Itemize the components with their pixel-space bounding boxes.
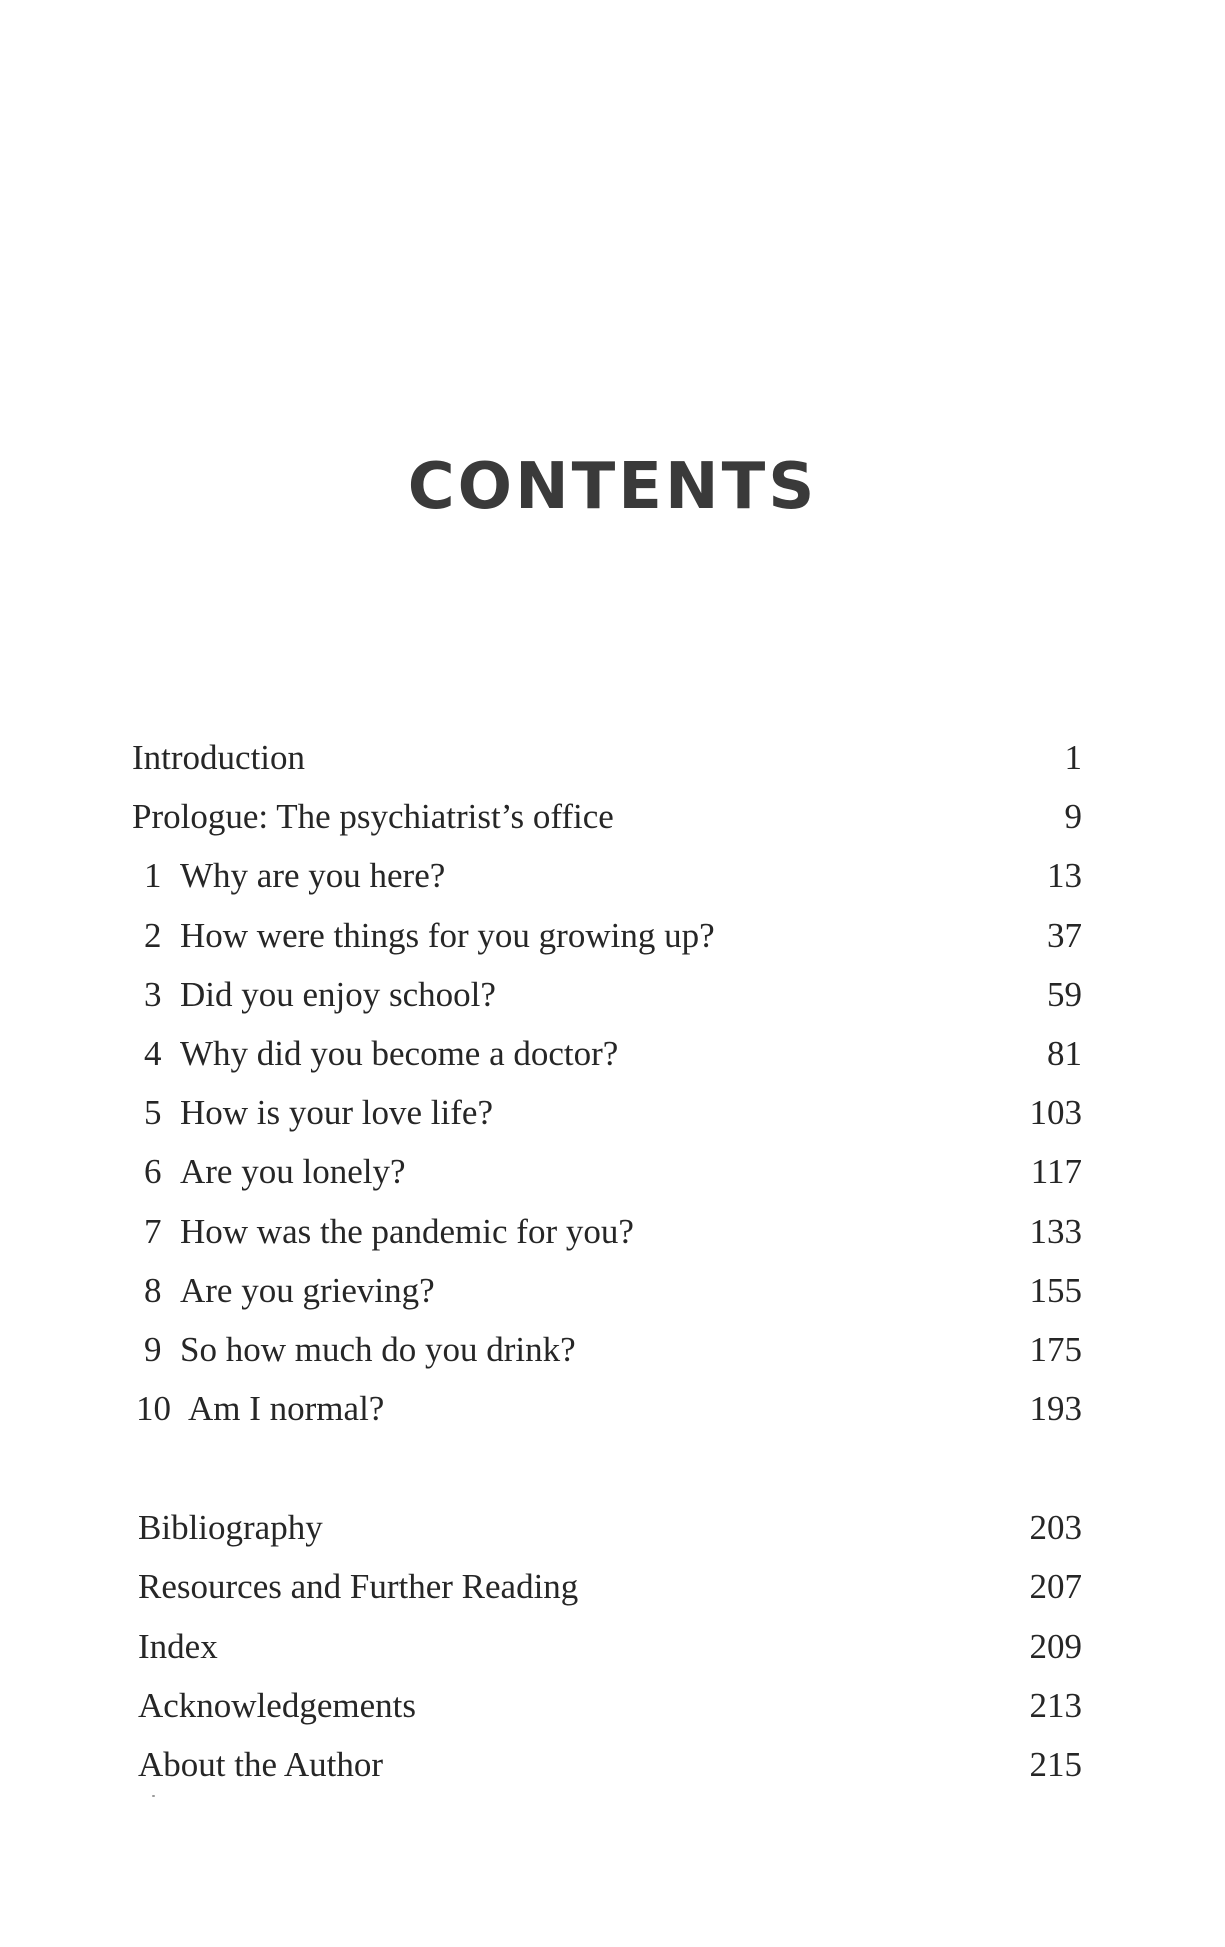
chapter-number: 4 bbox=[144, 1033, 162, 1073]
chapter-title: Why did you become a doctor? bbox=[180, 1033, 619, 1073]
chapter-page: 37 bbox=[1047, 915, 1082, 955]
toc-entry-label: Index bbox=[138, 1626, 218, 1666]
toc-entry-label: About the Author bbox=[138, 1745, 383, 1784]
toc-entry-label: Resources and Further Reading bbox=[138, 1567, 579, 1607]
toc-entry-bibliography bbox=[132, 1498, 1082, 1557]
chapter-number: 6 bbox=[144, 1152, 162, 1192]
toc-entry-label: Introduction bbox=[132, 738, 306, 777]
toc-entry-page: 213 bbox=[1029, 1685, 1082, 1725]
toc-chapter-5 bbox=[132, 1083, 1082, 1142]
chapter-page: 155 bbox=[1029, 1270, 1082, 1310]
chapter-number: 7 bbox=[144, 1211, 162, 1251]
toc-entry-acknowledgements bbox=[132, 1676, 1082, 1735]
toc-entry-page: 215 bbox=[1029, 1745, 1082, 1784]
chapter-number: 3 bbox=[144, 974, 162, 1014]
chapter-page: 175 bbox=[1029, 1329, 1082, 1369]
chapter-number: 10 bbox=[136, 1389, 171, 1429]
chapter-title: How were things for you growing up? bbox=[180, 915, 715, 955]
chapter-page: 103 bbox=[1029, 1093, 1082, 1133]
section-spacer bbox=[132, 1438, 1082, 1498]
chapter-title: So how much do you drink? bbox=[180, 1329, 576, 1369]
toc-chapter-10 bbox=[132, 1379, 1082, 1438]
toc-entry-label: Prologue: The psychiatrist’s office bbox=[132, 797, 614, 837]
toc-entry-index bbox=[132, 1617, 1082, 1676]
toc-entry-page: 203 bbox=[1029, 1508, 1082, 1548]
page-title: CONTENTS bbox=[407, 450, 818, 524]
toc-chapter-4 bbox=[132, 1024, 1082, 1083]
toc-entry-introduction bbox=[132, 728, 1082, 787]
chapter-page: 133 bbox=[1029, 1211, 1082, 1251]
toc-chapter-9 bbox=[132, 1320, 1082, 1379]
toc-chapter-8 bbox=[132, 1261, 1082, 1320]
toc-chapter-1 bbox=[132, 846, 1082, 905]
chapter-title: Am I normal? bbox=[188, 1389, 385, 1429]
chapter-number: 8 bbox=[144, 1270, 162, 1310]
toc-entry-prologue bbox=[132, 787, 1082, 846]
chapter-page: 81 bbox=[1047, 1033, 1082, 1073]
chapter-page: 193 bbox=[1029, 1389, 1082, 1429]
chapter-page: 117 bbox=[1030, 1152, 1082, 1192]
toc-chapter-2 bbox=[132, 906, 1082, 965]
toc-entry-page: 207 bbox=[1029, 1567, 1082, 1607]
toc-chapter-7 bbox=[132, 1202, 1082, 1261]
chapter-number: 5 bbox=[144, 1093, 162, 1133]
toc-entry-page: 9 bbox=[1064, 797, 1082, 837]
chapter-title: Are you grieving? bbox=[180, 1270, 435, 1310]
table-of-contents bbox=[132, 728, 1082, 1794]
chapter-number: 9 bbox=[144, 1329, 162, 1369]
chapter-title: How was the pandemic for you? bbox=[180, 1211, 634, 1251]
toc-entry-label: Acknowledgements bbox=[138, 1685, 416, 1725]
chapter-title: Are you lonely? bbox=[180, 1152, 406, 1192]
toc-chapter-6 bbox=[132, 1142, 1082, 1201]
toc-entry-resources bbox=[132, 1557, 1082, 1616]
toc-entry-page: 209 bbox=[1029, 1626, 1082, 1666]
chapter-title: Why are you here? bbox=[180, 856, 446, 896]
chapter-number: 1 bbox=[144, 856, 162, 896]
toc-entry-about-the-author bbox=[132, 1735, 1082, 1794]
toc-chapter-3 bbox=[132, 965, 1082, 1024]
chapter-page: 13 bbox=[1047, 856, 1082, 896]
chapter-page: 59 bbox=[1047, 974, 1082, 1014]
scan-speck bbox=[152, 1795, 155, 1797]
toc-entry-page: 1 bbox=[1064, 738, 1082, 777]
chapter-title: How is your love life? bbox=[180, 1093, 493, 1133]
chapter-title: Did you enjoy school? bbox=[180, 974, 496, 1014]
chapter-number: 2 bbox=[144, 915, 162, 955]
toc-entry-label: Bibliography bbox=[138, 1508, 323, 1548]
